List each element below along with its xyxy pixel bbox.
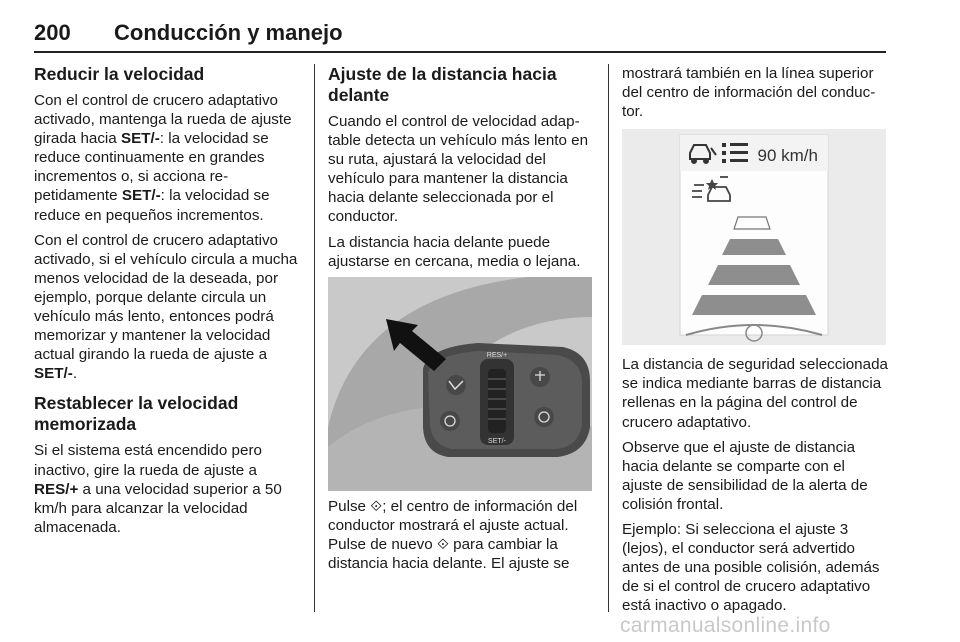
steering-wheel-illustration — [328, 277, 592, 491]
heading-restablecer-velocidad: Restablecer la velocidad memorizada — [34, 393, 239, 435]
paragraph: Observe que el ajuste de distancia hacia delante se comparte con el ajuste de sensibilidad de la alerta de colisión frontal. — [622, 438, 868, 513]
distance-bar-2 — [722, 239, 786, 255]
heading-reducir-velocidad: Reducir la velocidad — [34, 64, 205, 84]
page-header — [34, 20, 886, 54]
paragraph: Con el control de crucero adaptativo activado, si el vehículo circula a mucha menos velocidad de la deseada, por ejemplo, porque delante circula un vehículo más lento, entonces podrá memorizar y mantener la velocidad actual girando la rueda de ajuste a SET/-. — [34, 231, 298, 383]
header-rule — [34, 51, 886, 53]
column-divider-1 — [314, 64, 315, 612]
column-2 — [328, 64, 592, 579]
paragraph: Si el sistema está encendido pero inactivo, gire la rueda de ajuste a RES/+ a una velocidad superior a 50 km/h para alcanzar la velocidad almacenada. — [34, 442, 282, 536]
driver-info-display-illustration — [622, 129, 886, 345]
distance-bar-4 — [692, 295, 816, 315]
paragraph: Ejemplo: Si selecciona el ajuste 3 (lejos), el conductor será advertido antes de una posible colisión, además de si el control de crucero adaptativo está inactivo o apagado. — [622, 521, 880, 615]
distance-bars-icon — [722, 143, 748, 163]
column-1 — [34, 64, 304, 543]
column-divider-2 — [608, 64, 609, 612]
paragraph: Con el control de crucero adaptativo activado, mantenga la rueda de ajuste girada hacia SET/-: la velocidad se reduce continuamente en grandes incrementos o, si acciona repetidamente SET/-: la velocidad se reduce en pequeños incrementos. — [34, 92, 292, 224]
display-speed: 90 km/h — [757, 146, 818, 166]
distance-bar-3 — [708, 265, 800, 285]
paragraph: La distancia de seguridad seleccionada se indica mediante barras de distancia rellenas en la página del control de crucero adaptativo. — [622, 356, 888, 431]
heading-ajuste-distancia: Ajuste de la distancia hacia delante — [328, 64, 557, 105]
set-label: SET/- — [488, 437, 506, 445]
page-title: Conducción y manejo — [114, 20, 343, 45]
paragraph: Cuando el control de velocidad adaptable detecta un vehículo más lento en su ruta, ajustará la velocidad del vehículo para mantener la distancia hacia delante seleccionada por el conductor. — [328, 113, 589, 226]
watermark: carmanualsonline.info — [620, 614, 831, 637]
page-number: 200 — [34, 20, 71, 45]
paragraph: mostrará también en la línea superior del centro de información del conductor. — [622, 65, 876, 121]
following-distance-icon: ⟐ — [436, 535, 449, 553]
following-distance-icon: ⟐ — [370, 497, 383, 515]
res-label: RES/+ — [486, 351, 508, 359]
paragraph: La distancia hacia delante puede ajustarse en cercana, media o lejana. — [328, 233, 581, 270]
column-3 — [622, 64, 888, 622]
paragraph: Pulse ⟐; el centro de información del conductor mostrará el ajuste actual. Pulse de nuevo ⟐ para cambiar la distancia hacia delante. El ajuste se — [328, 497, 578, 573]
